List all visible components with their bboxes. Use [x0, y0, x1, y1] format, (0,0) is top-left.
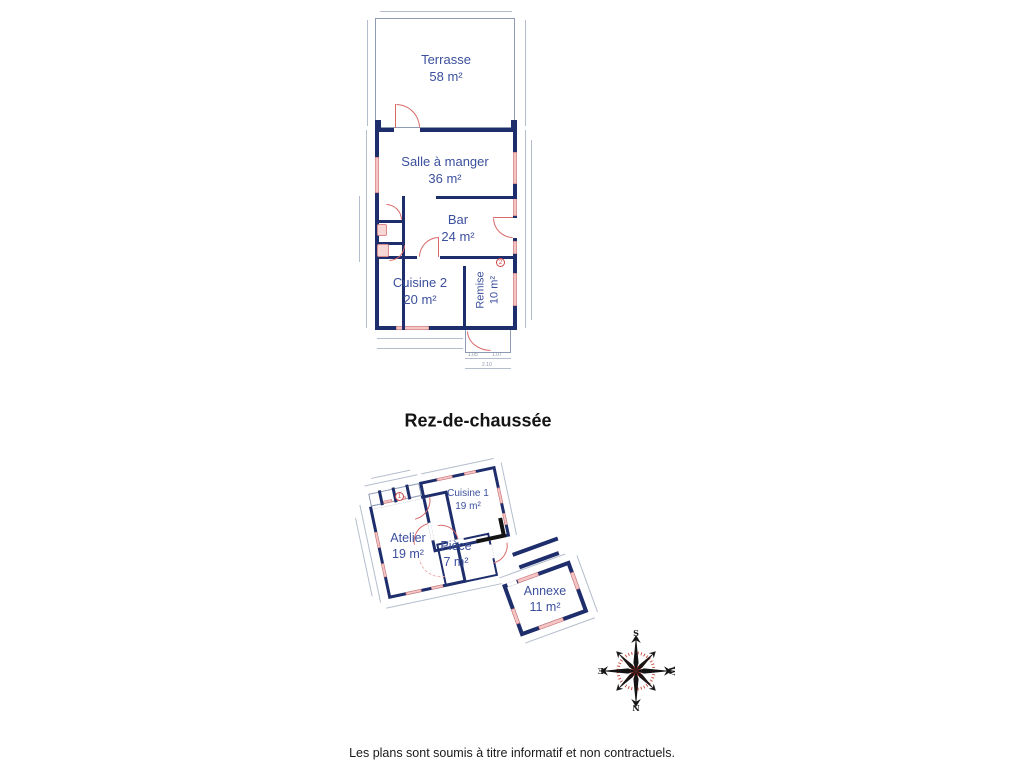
room-name: Pièce	[440, 538, 472, 553]
interior-wall	[402, 196, 405, 330]
dimension-line	[366, 130, 367, 328]
interior-wall	[440, 256, 517, 259]
room-name: Terrasse	[421, 52, 471, 68]
window-marker	[513, 152, 517, 184]
interior-wall	[436, 196, 517, 199]
compass-label-north: N	[632, 703, 640, 713]
window-marker	[513, 198, 517, 216]
dimension-line	[525, 130, 526, 328]
room-area: 20 m²	[403, 292, 437, 307]
compass-label-south: S	[633, 629, 639, 638]
door-leaf	[438, 237, 439, 257]
room-label-atelier	[390, 530, 425, 563]
room-area: 10 m²	[489, 275, 501, 305]
room-label-terrasse	[421, 52, 471, 86]
dimension-line	[367, 20, 368, 126]
plan-marker: 1	[395, 492, 404, 501]
room-area: 24 m²	[441, 229, 475, 244]
wc-fixture	[377, 224, 387, 236]
room-label-bar	[441, 212, 474, 246]
window-marker	[513, 273, 517, 306]
room-label-salle-a-manger	[401, 154, 488, 188]
dimension-line	[465, 368, 511, 369]
room-label-piece	[440, 538, 471, 571]
room-name: Cuisine 2	[392, 275, 448, 291]
wc-fixture	[377, 244, 389, 257]
dimension-label: 2.10	[482, 362, 492, 368]
room-label-cuisine-1	[447, 487, 489, 513]
interior-wall	[463, 266, 466, 330]
room-area: 19 m²	[392, 547, 424, 561]
window-marker	[375, 157, 379, 193]
dimension-line	[525, 20, 526, 126]
room-area: 19 m²	[455, 501, 481, 512]
room-name: Bar	[447, 212, 469, 228]
interior-wall	[375, 220, 404, 223]
compass-label-west: W	[667, 666, 677, 676]
compass-label-east: E	[597, 666, 605, 676]
dimension-line	[377, 348, 463, 349]
plan-marker: 2	[496, 258, 505, 267]
plan-title: Rez-de-chaussée	[404, 410, 552, 431]
room-name: Remise	[474, 271, 487, 309]
door-opening	[513, 218, 517, 238]
window-marker	[513, 241, 517, 254]
disclaimer-text: Les plans sont soumis à titre informatif et non contractuels.	[349, 746, 675, 760]
compass-black-star	[597, 635, 672, 707]
room-name: Cuisine 1	[447, 488, 489, 499]
door-leaf	[395, 104, 396, 128]
dimension-label: 1.05	[468, 352, 478, 358]
room-area: 36 m²	[428, 171, 462, 186]
room-area: 11 m²	[529, 600, 561, 614]
door-arc	[490, 542, 511, 563]
room-area: 7 m²	[443, 555, 469, 569]
dimension-line	[359, 196, 360, 262]
dimension-line	[531, 140, 532, 320]
dimension-line	[380, 11, 512, 12]
room-area: 58 m²	[429, 69, 463, 84]
dimension-line	[465, 358, 511, 359]
window-marker	[396, 326, 429, 330]
compass-rose-icon	[594, 629, 678, 713]
room-name: Salle à manger	[401, 154, 489, 170]
door-leaf	[493, 217, 513, 218]
door-opening	[394, 128, 420, 132]
room-name: Annexe	[523, 583, 567, 598]
dimension-label: 1.07	[492, 352, 502, 358]
dimension-line	[377, 338, 463, 339]
room-name: Atelier	[390, 530, 426, 545]
room-label-remise	[474, 271, 503, 308]
room-label-annexe	[524, 583, 566, 616]
room-label-cuisine-2	[393, 275, 447, 309]
